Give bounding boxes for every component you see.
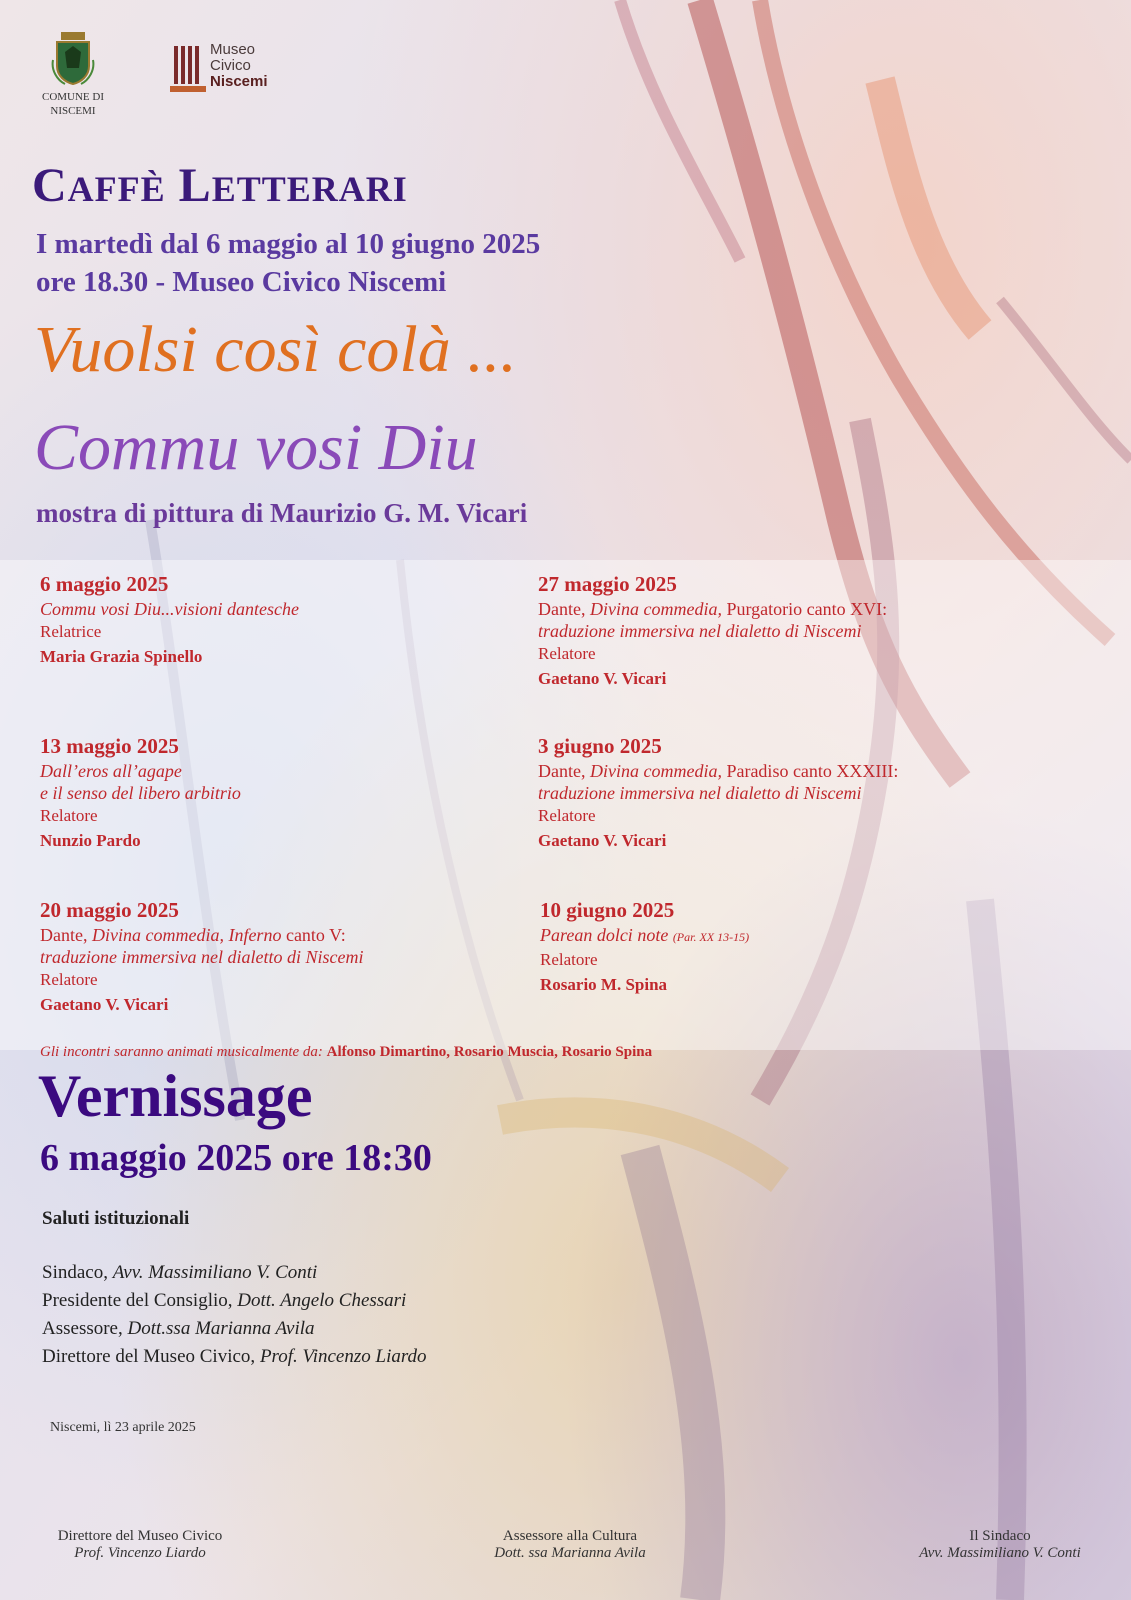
event-speaker: Gaetano V. Vicari — [538, 669, 667, 688]
event-title: Dall’eros all’agape — [40, 761, 182, 781]
museum-logo-line2: Civico — [210, 57, 251, 74]
event-2: 27 maggio 2025 Dante, Divina commedia, Purgatorio canto XVI: traduzione immersiva nel dialetto di Niscemi Relatore Gaetano V. Vicari — [538, 570, 887, 692]
event-6: 10 giugno 2025 Parean dolci note (Par. XX 13-15) Relatore Rosario M. Spina — [540, 896, 749, 998]
event-role: Relatore — [538, 806, 596, 825]
signature-director: Direttore del Museo Civico Prof. Vincenzo Liardo — [57, 1528, 223, 1561]
vernissage-datetime: 6 maggio 2025 ore 18:30 — [40, 1137, 432, 1179]
script-title-2: Commu vosi Diu — [34, 411, 478, 484]
official-1: Sindaco, Avv. Massimiliano V. Conti — [42, 1262, 318, 1283]
event-speaker: Rosario M. Spina — [540, 975, 668, 994]
event-title-line2: e il senso del libero arbitrio — [40, 783, 241, 803]
event-role: Relatore — [40, 806, 98, 825]
event-date: 10 giugno 2025 — [540, 898, 675, 922]
event-speaker: Gaetano V. Vicari — [538, 831, 667, 850]
museum-logo-line3: Niscemi — [210, 73, 268, 90]
place-date: Niscemi, lì 23 aprile 2025 — [50, 1420, 196, 1435]
event-role: Relatore — [538, 644, 596, 663]
event-date: 20 maggio 2025 — [40, 898, 179, 922]
comune-label: COMUNE DI — [41, 91, 105, 103]
event-speaker: Gaetano V. Vicari — [40, 995, 169, 1014]
event-date: 13 maggio 2025 — [40, 734, 179, 758]
signature-sindaco: Il Sindaco Avv. Massimiliano V. Conti — [919, 1528, 1081, 1561]
event-speaker: Nunzio Pardo — [40, 831, 141, 850]
signature-assessore: Assessore alla Cultura Dott. ssa Marianna Avila — [494, 1528, 646, 1561]
music-credits: Gli incontri saranno animati musicalmente da: Alfonso Dimartino, Rosario Muscia, Rosario Spina — [40, 1044, 653, 1060]
comune-logo — [28, 30, 118, 118]
columns-icon — [170, 38, 210, 94]
event-date: 6 maggio 2025 — [40, 572, 169, 596]
event-speaker: Maria Grazia Spinello — [40, 647, 203, 666]
event-title-line2: traduzione immersiva nel dialetto di Niscemi — [538, 621, 862, 641]
museum-logo-line1: Museo — [210, 41, 256, 58]
event-role: Relatore — [40, 970, 98, 989]
subtitle-time-place: ore 18.30 - Museo Civico Niscemi — [36, 266, 447, 298]
official-4: Direttore del Museo Civico, Prof. Vincenzo Liardo — [42, 1346, 427, 1367]
event-date: 3 giugno 2025 — [538, 734, 662, 758]
event-date: 27 maggio 2025 — [538, 572, 677, 596]
page-title: CAFFÈ LETTERARI — [32, 159, 408, 212]
saluti-heading: Saluti istituzionali — [42, 1208, 190, 1229]
event-3 — [40, 732, 241, 854]
event-title: Commu vosi Diu...visioni dantesche — [40, 599, 299, 619]
event-title-line2: traduzione immersiva nel dialetto di Niscemi — [40, 947, 364, 967]
event-1 — [40, 570, 299, 670]
event-4: 3 giugno 2025 Dante, Divina commedia, Paradiso canto XXXIII: traduzione immersiva nel dialetto di Niscemi Relatore Gaetano V. Vicari — [538, 732, 898, 854]
crest-icon — [51, 30, 95, 86]
script-title-1: Vuolsi così colà ... — [34, 313, 517, 386]
exhibit-subtitle: mostra di pittura di Maurizio G. M. Vicari — [36, 498, 528, 528]
comune-city: NISCEMI — [50, 105, 96, 117]
event-role: Relatore — [540, 950, 598, 969]
museum-logo — [170, 38, 300, 94]
event-role: Relatrice — [40, 622, 102, 641]
event-title-line2: traduzione immersiva nel dialetto di Niscemi — [538, 783, 862, 803]
event-5: 20 maggio 2025 Dante, Divina commedia, Inferno canto V: traduzione immersiva nel dialetto di Niscemi Relatore Gaetano V. Vicari — [40, 896, 363, 1018]
official-3: Assessore, Dott.ssa Marianna Avila — [42, 1318, 315, 1339]
vernissage-title: Vernissage — [38, 1063, 313, 1129]
subtitle-dates: I martedì dal 6 maggio al 10 giugno 2025 — [36, 228, 541, 260]
official-2: Presidente del Consiglio, Dott. Angelo Chessari — [42, 1290, 407, 1311]
